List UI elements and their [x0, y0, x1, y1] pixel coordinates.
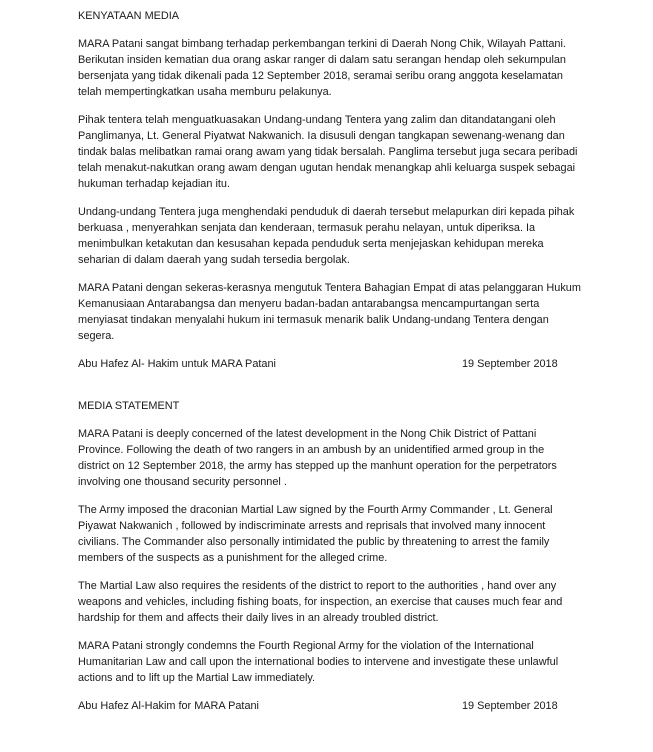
malay-paragraph-3	[78, 204, 598, 268]
text-line: segera.	[78, 330, 115, 342]
signoff-name: Abu Hafez Al-Hakim for MARA Patani	[78, 700, 259, 712]
text-line: Piyawat Nakwanich , followed by indiscriminate arrests and reprisals that involved many innocent	[78, 520, 546, 532]
malay-statement	[78, 8, 598, 372]
text-line: MARA Patani dengan sekeras-kerasnya mengutuk Tentera Bahagian Empat di atas pelanggaran Hukum	[78, 282, 581, 294]
text-line: menimbulkan ketakutan dan kesusahan kepada penduduk serta menjejaskan kehidupan mereka	[78, 238, 544, 250]
text-line: telah mempertingkatkan usaha memburu pelakunya.	[78, 86, 332, 98]
text-line: Kemanusiaan Antarabangsa dan menyeru badan-badan antarabangsa mencampurtangan serta	[78, 298, 540, 310]
text-line: weapons and vehicles, including fishing boats, for inspection, an exercise that causes much fear and	[78, 596, 563, 608]
text-line: seharian di dalam daerah yang sudah tersedia bergolak.	[78, 254, 350, 266]
text-line: Humanitarian Law and call upon the international bodies to intervene and investigate these unlawful	[78, 656, 559, 668]
signoff-name: Abu Hafez Al- Hakim untuk MARA Patani	[78, 358, 276, 370]
text-line: district on 12 September 2018, the army has stepped up the manhunt operation for the perpetrators	[78, 460, 557, 472]
signoff-date: 19 September 2018	[462, 358, 558, 370]
text-line: tindak balas melibatkan ramai orang awam yang tidak bersalah. Panglima tersebut juga secara peribadi	[78, 146, 578, 158]
text-line: Province. Following the death of two rangers in an ambush by an unidentified armed group in the	[78, 444, 545, 456]
text-line: berkuasa , menyerahkan senjata dan kenderaan, termasuk perahu nelayan, untuk diperiksa. Ia	[78, 222, 536, 234]
text-line: hardship for them and affects their daily lives in an already troubled district.	[78, 612, 439, 624]
malay-heading: KENYATAAN MEDIA	[78, 10, 180, 22]
section-spacer	[78, 372, 598, 398]
text-line: Undang-undang Tentera juga menghendaki penduduk di daerah tersebut melapurkan diri kepada pihak	[78, 206, 575, 218]
text-line: Berikutan insiden kematian dua orang askar ranger di dalam satu serangan hendap oleh sekumpulan	[78, 54, 566, 66]
signoff-date: 19 September 2018	[462, 700, 558, 712]
english-paragraph-1	[78, 426, 598, 490]
malay-paragraph-1	[78, 36, 598, 100]
malay-paragraph-4	[78, 280, 598, 344]
text-line: civilians. The Commander also personally intimidated the public by threatening to arrest the family	[78, 536, 550, 548]
text-line: Panglimanya, Lt. General Piyatwat Nakwanich. Ia disusuli dengan tangkapan sewenang-wenang dan	[78, 130, 565, 142]
malay-paragraph-2	[78, 112, 598, 192]
english-signoff	[78, 698, 598, 714]
text-line: MARA Patani is deeply concerned of the latest development in the Nong Chik District of Pattani	[78, 428, 537, 440]
english-statement	[78, 398, 598, 714]
english-heading: MEDIA STATEMENT	[78, 400, 180, 412]
text-line: MARA Patani sangat bimbang terhadap perkembangan terkini di Daerah Nong Chik, Wilayah Pattani.	[78, 38, 566, 50]
malay-signoff	[78, 356, 598, 372]
document-page	[78, 8, 598, 714]
english-paragraph-2	[78, 502, 598, 566]
text-line: Pihak tentera telah menguatkuasakan Undang-undang Tentera yang zalim dan ditandatangani oleh	[78, 114, 556, 126]
text-line: members of the suspects as a punishment for the alleged crime.	[78, 552, 388, 564]
text-line: involving one thousand security personnel .	[78, 476, 287, 488]
english-paragraph-3	[78, 578, 598, 626]
text-line: MARA Patani strongly condemns the Fourth Regional Army for the violation of the International	[78, 640, 534, 652]
text-line: telah menakut-nakutkan orang awam dengan ugutan hendak menangkap ahli keluarga suspek sebagai	[78, 162, 576, 174]
text-line: menyiasat tindakan menyalahi hukum ini termasuk menarik balik Undang-undang Tentera dengan	[78, 314, 549, 326]
text-line: hukuman terhadap kejadian itu.	[78, 178, 230, 190]
text-line: bersenjata yang tidak dikenali pada 12 September 2018, seramai seribu orang anggota keselamatan	[78, 70, 563, 82]
text-line: The Martial Law also requires the residents of the district to report to the authorities , hand over any	[78, 580, 557, 592]
text-line: actions and to lift up the Martial Law immediately.	[78, 672, 316, 684]
text-line: The Army imposed the draconian Martial Law signed by the Fourth Army Commander , Lt. General	[78, 504, 553, 516]
english-paragraph-4	[78, 638, 598, 686]
